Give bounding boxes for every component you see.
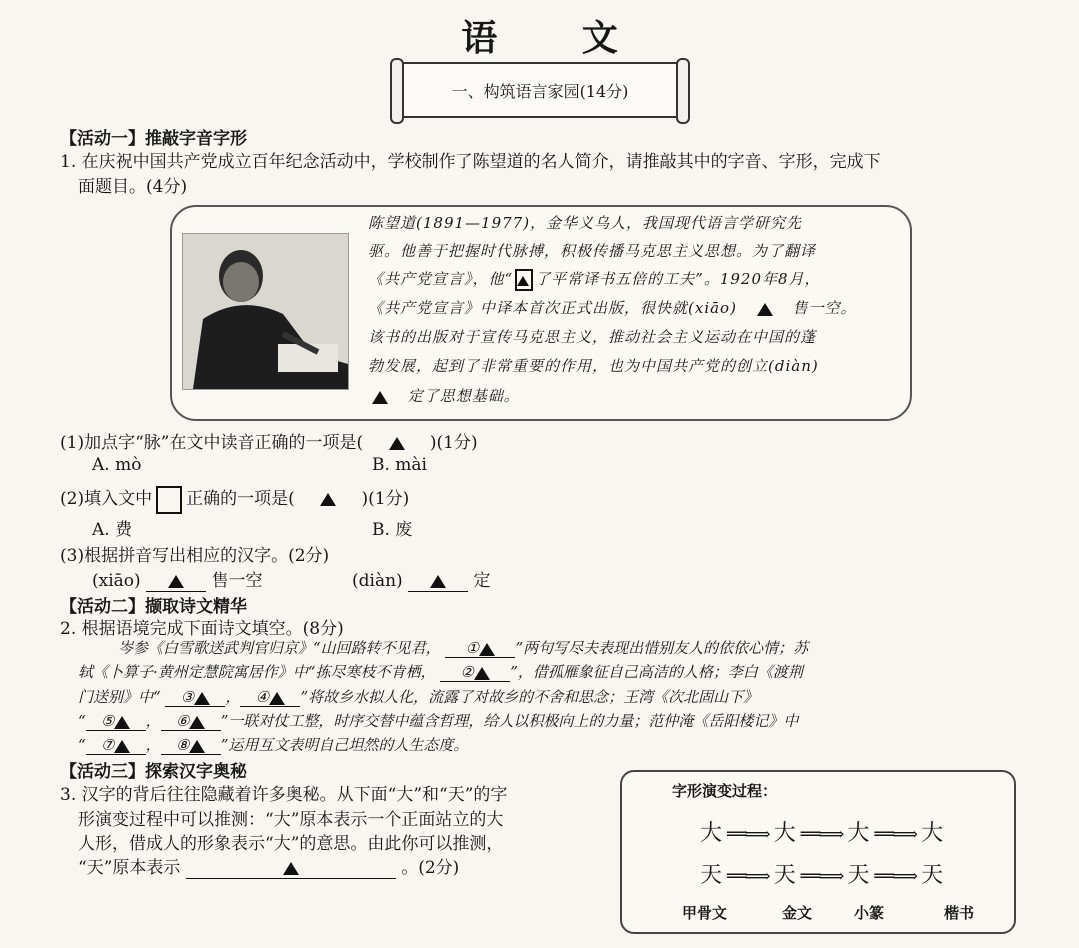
blank-line [146, 571, 206, 592]
q2-text-1: 岑参《白雪歌送武判官归京》“山回路转不见君， [118, 639, 441, 657]
blank-number: ⑦ [100, 736, 115, 754]
answer-triangle-icon [757, 303, 773, 316]
answer-triangle-icon [474, 667, 490, 680]
answer-triangle-icon [283, 862, 299, 875]
q2-text-5: 门送别》中“ [78, 688, 161, 706]
q1-2-text-a: (2)填入文中 [60, 489, 153, 509]
answer-triangle-icon [269, 692, 285, 705]
activity3-heading: 【活动三】探索汉字奥秘 [60, 762, 247, 782]
blank-line [240, 688, 300, 707]
label-bronze: 金文 [782, 904, 813, 922]
arrow-icon: ══⟹ [727, 866, 769, 887]
q1-1 [60, 428, 478, 453]
glyph-seal-da: 大 [847, 821, 870, 846]
label-oracle: 甲骨文 [682, 904, 728, 922]
blank-line [445, 639, 515, 658]
glyph-oracle-tian: 天 [700, 863, 723, 888]
answer-triangle-icon [372, 391, 388, 404]
blank-number: ① [465, 639, 480, 657]
arrow-icon: ══⟹ [727, 824, 769, 845]
q1-3-word-a: 售一空 [211, 571, 263, 591]
q1-2-option-a: A. 费 [92, 520, 133, 540]
q2-row1 [118, 637, 808, 658]
blank-number: ④ [255, 688, 270, 706]
blank-line [408, 571, 468, 592]
arrow-icon: ══⟹ [800, 824, 843, 845]
q1-3-pinyin-a: (xiāo) [92, 571, 141, 591]
q1-3-pinyin-b: (diàn) [352, 571, 403, 591]
glyph-seal-tian: 天 [847, 863, 870, 888]
blank-number: ② [460, 663, 474, 681]
q1-2-option-b: B. 废 [372, 520, 413, 540]
answer-triangle-icon [194, 692, 210, 705]
blank-line [186, 858, 396, 879]
q2-text-3: 轼《卜算子·黄州定慧院寓居作》中“拣尽寒枝不肯栖， [78, 663, 436, 681]
answer-triangle-icon [517, 276, 529, 286]
activity1-heading: 【活动一】推敲字音字形 [60, 129, 247, 149]
q3-line3: 人形，借成人的形象表示“大”的意思。由此你可以推测， [78, 834, 504, 854]
section-banner [398, 62, 682, 118]
card-line-3a: 《共产党宣言》，他“ [368, 270, 514, 288]
q2-row3: 门送别》中“ ③ ， ④ ”将故乡水拟人化，流露了对故乡的不舍和思念；王湾《次北固山下》 [78, 688, 759, 706]
arrow-icon: ══⟹ [874, 824, 916, 845]
q1-1-option-a: A. mò [92, 455, 142, 475]
card-line-7a: 定了思想基础。 [407, 387, 520, 405]
q2-text-4: ”，借孤雁象征自己高洁的人格；李白《渡荆 [510, 663, 803, 681]
answer-triangle-icon [189, 740, 205, 753]
q1-3: (3)根据拼音写出相应的汉字。(2分) [60, 546, 330, 566]
blank-number: ③ [180, 688, 195, 706]
q1-line1: 1. 在庆祝中国共产党成立百年纪念活动中，学校制作了陈望道的名人简介，请推敲其中的字音、字形，完成下 [60, 152, 881, 172]
answer-triangle-icon [430, 575, 446, 588]
q1-1-score: )(1分) [429, 433, 478, 453]
label-seal: 小篆 [854, 904, 885, 922]
activity2-heading: 【活动二】撷取诗文精华 [60, 597, 247, 617]
q2-row4: “ ⑤ ， ⑥ ”一联对仗工整，时序交替中蕴含哲理，给人以积极向上的力量；范仲淹《岳阳楼记》中 [78, 712, 799, 730]
blank-number: ⑥ [175, 712, 190, 730]
card-line-5: 该书的出版对于宣传马克思主义，推动社会主义运动在中国的蓬 [368, 328, 817, 346]
blank-line [86, 736, 146, 755]
q3-line2: 形演变过程中可以推测：“大”原本表示一个正面站立的大 [78, 810, 504, 830]
card-line-4b: 售一空。 [792, 299, 857, 317]
blank-number: ⑧ [175, 736, 190, 754]
blank-number: ⑤ [100, 712, 115, 730]
blank-line [161, 736, 221, 755]
section-title: 一、构筑语言家园(14分) [451, 81, 629, 101]
blank-box [156, 486, 182, 514]
q1-2-score: )(1分) [361, 489, 410, 509]
evolution-row-da [700, 816, 943, 847]
glyph-regular-tian: 天 [921, 863, 944, 888]
evolution-row-tian [700, 858, 943, 889]
blank-line [161, 712, 221, 731]
q2-row2 [78, 661, 803, 682]
answer-triangle-icon [389, 437, 405, 450]
q3-line4 [78, 853, 459, 879]
q3-text-b: 。(2分) [401, 858, 460, 878]
card-line-3 [368, 268, 821, 291]
portrait-photo [182, 233, 349, 390]
answer-triangle-icon [114, 716, 130, 729]
card-line-3b: 了平常译书五倍的工夫”。1920年8月， [535, 270, 821, 288]
q1-1-option-b: B. mài [372, 455, 427, 475]
card-line-4a: 《共产党宣言》中译本首次正式出版，很快就(xiāo) [368, 299, 737, 317]
blank-line [440, 663, 510, 682]
evolution-title: 字形演变过程： [672, 782, 778, 800]
blank-line [165, 688, 225, 707]
answer-triangle-icon [320, 493, 336, 506]
q3-text-a: “天”原本表示 [78, 858, 181, 878]
q1-1-text: (1)加点字“脉”在文中读音正确的一项是( [60, 433, 364, 453]
q1-2 [60, 484, 409, 514]
q2-text-6: ”将故乡水拟人化，流露了对故乡的不舍和思念；王湾《次北固山下》 [300, 688, 759, 706]
label-regular: 楷书 [944, 904, 975, 922]
q2-text-7: ”一联对仗工整，时序交替中蕴含哲理，给人以积极向上的力量；范仲淹《岳阳楼记》中 [220, 712, 799, 730]
page-title: 语 文 [461, 17, 654, 59]
glyph-regular-da: 大 [921, 821, 944, 846]
blank-box [515, 269, 533, 291]
q1-2-text-b: 正确的一项是( [186, 489, 295, 509]
q2-row5: “ ⑦ ， ⑧ ”运用互文表明自己坦然的人生态度。 [78, 736, 469, 754]
arrow-icon: ══⟹ [800, 866, 843, 887]
glyph-oracle-da: 大 [700, 821, 723, 846]
blank-line [86, 712, 146, 731]
q2-line1: 2. 根据语境完成下面诗文填空。(8分) [60, 619, 344, 639]
glyph-bronze-tian: 天 [773, 863, 796, 888]
answer-triangle-icon [114, 740, 130, 753]
card-line-7 [368, 385, 520, 406]
arrow-icon: ══⟹ [874, 866, 916, 887]
q2-text-2: ”两句写尽夫表现出惜别友人的依依心情；苏 [515, 639, 809, 657]
glyph-bronze-da: 大 [773, 821, 796, 846]
card-line-1: 陈望道(1891—1977)，金华义乌人，我国现代语言学研究先 [368, 214, 803, 232]
q3-line1: 3. 汉字的背后往往隐藏着许多奥秘。从下面“大”和“天”的字 [60, 785, 508, 805]
q1-3-b [352, 566, 490, 592]
card-line-4 [368, 297, 857, 318]
q1-3-word-b: 定 [473, 571, 491, 591]
q1-line2: 面题目。(4分) [78, 177, 188, 197]
q1-3-a [92, 566, 262, 592]
q2-text-8: ”运用互文表明自己坦然的人生态度。 [220, 736, 469, 754]
card-line-6: 勃发展，起到了非常重要的作用，也为中国共产党的创立(diàn) [368, 357, 819, 375]
answer-triangle-icon [189, 716, 205, 729]
answer-triangle-icon [479, 643, 495, 656]
answer-triangle-icon [168, 575, 184, 588]
card-line-2: 驱。他善于把握时代脉搏，积极传播马克思主义思想。为了翻译 [368, 242, 817, 260]
